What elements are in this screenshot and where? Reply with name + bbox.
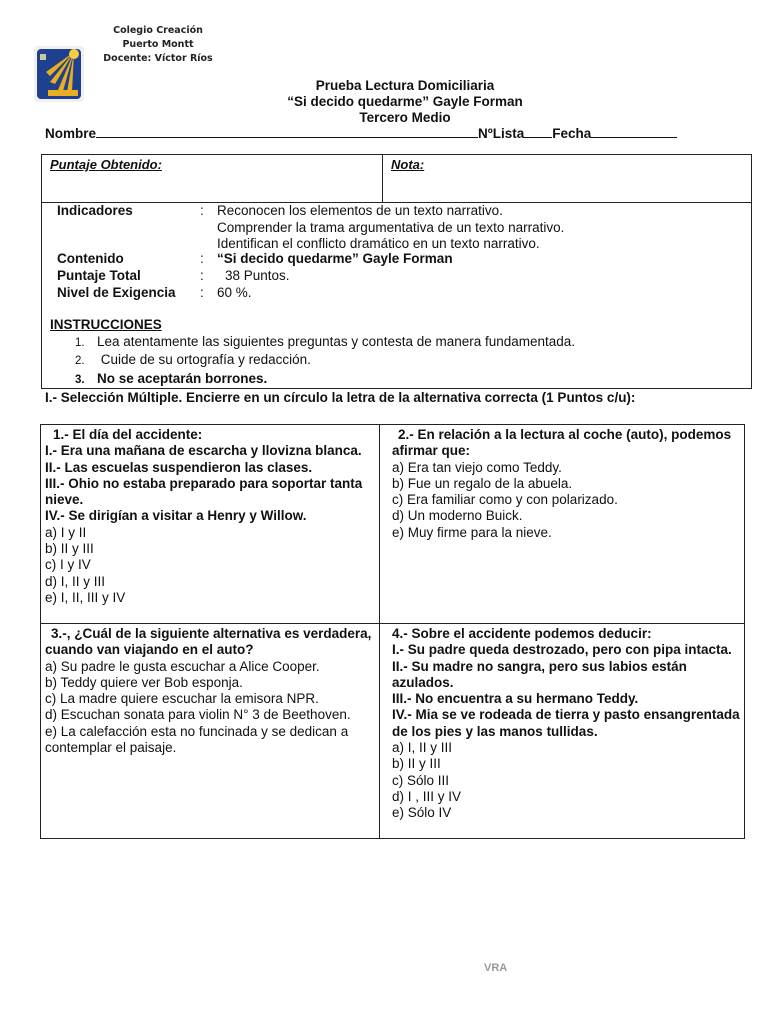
- nota-field[interactable]: [383, 155, 751, 202]
- lista-label: NºLista: [478, 126, 525, 141]
- answer-option[interactable]: c) I y IV: [45, 557, 91, 573]
- nota-label: Nota:: [391, 157, 425, 172]
- answer-option[interactable]: e) Muy firme para la nieve.: [392, 524, 552, 540]
- puntaje-obtenido-field[interactable]: [42, 155, 383, 202]
- instruction-text: No se aceptarán borrones.: [97, 371, 268, 386]
- info-value: “Si decido quedarme” Gayle Forman: [217, 251, 453, 266]
- instruction-item: [75, 352, 311, 367]
- answer-option[interactable]: a) Su padre le gusta escuchar a Alice Cooper.: [45, 658, 320, 674]
- instruction-item: [75, 371, 267, 386]
- score-info-box: [41, 154, 752, 389]
- questions-table: [40, 424, 745, 839]
- info-label: Indicadores: [57, 203, 133, 218]
- question-statement: III.- No encuentra a su hermano Teddy.: [392, 691, 639, 707]
- question-3: [41, 624, 380, 838]
- answer-option[interactable]: b) Teddy quiere ver Bob esponja.: [45, 674, 243, 690]
- question-1: [41, 425, 380, 623]
- exam-grade-line: Tercero Medio: [359, 110, 451, 125]
- info-value: 60 %.: [217, 285, 252, 300]
- question-stem: 3.-, ¿Cuál de la siguiente alternativa es verdadera, cuando van viajando en el auto?: [45, 626, 372, 658]
- school-city: Puerto Montt: [122, 39, 194, 50]
- info-colon: :: [200, 268, 204, 283]
- school-crest-icon: [34, 46, 84, 102]
- answer-option[interactable]: e) Sólo IV: [392, 805, 452, 821]
- answer-option[interactable]: d) I , III y IV: [392, 788, 462, 804]
- answer-option[interactable]: a) I y II: [45, 524, 87, 540]
- fecha-field[interactable]: [591, 126, 677, 138]
- info-value: Identifican el conflicto dramático en un texto narrativo.: [217, 236, 540, 251]
- instruction-item: [75, 334, 575, 349]
- fecha-label: Fecha: [552, 126, 592, 141]
- answer-option[interactable]: b) Fue un regalo de la abuela.: [392, 475, 573, 491]
- question-2: [380, 425, 744, 623]
- info-colon: :: [200, 203, 204, 218]
- instruction-text: Lea atentamente las siguientes preguntas y contesta de manera fundamentada.: [97, 334, 576, 349]
- answer-option[interactable]: d) Escuchan sonata para violin N° 3 de Beethoven.: [45, 707, 351, 723]
- answer-option[interactable]: b) II y III: [45, 541, 94, 557]
- answer-option[interactable]: a) I, II y III: [392, 740, 453, 756]
- info-colon: :: [200, 285, 204, 300]
- section-title: I.- Selección Múltiple. Encierre en un círculo la letra de la alternativa correcta (1 Puntos c/u):: [45, 390, 636, 405]
- answer-option[interactable]: a) Era tan viejo como Teddy.: [392, 459, 562, 475]
- instruction-number: 2.: [75, 355, 85, 367]
- answer-option[interactable]: b) II y III: [392, 756, 441, 772]
- exam-book-line: “Si decido quedarme” Gayle Forman: [287, 94, 523, 109]
- info-label: Puntaje Total: [57, 268, 141, 283]
- student-info-line: [45, 126, 735, 141]
- nombre-label: Nombre: [45, 126, 97, 141]
- question-statement: IV.- Se dirigían a visitar a Henry y Willow.: [45, 508, 307, 524]
- teacher-name: Docente: Víctor Ríos: [103, 53, 213, 64]
- exam-title-line: Prueba Lectura Domiciliaria: [315, 78, 495, 93]
- answer-option[interactable]: e) I, II, III y IV: [45, 589, 126, 605]
- school-name: Colegio Creación: [113, 25, 203, 36]
- instructions-title: INSTRUCCIONES: [50, 317, 162, 332]
- questions-row: [41, 425, 744, 623]
- info-label: Contenido: [57, 251, 124, 266]
- questions-row: [41, 623, 744, 838]
- question-statement: IV.- Mia se ve rodeada de tierra y pasto ensangrentada de los pies y las manos tullidas.: [392, 707, 740, 739]
- info-value: Reconocen los elementos de un texto narrativo.: [217, 203, 503, 218]
- info-value: Comprender la trama argumentativa de un texto narrativo.: [217, 219, 565, 235]
- exam-title: [240, 78, 570, 126]
- nombre-field[interactable]: [96, 126, 478, 138]
- question-stem: 1.- El día del accidente:: [53, 427, 203, 442]
- question-statement: I.- Era una mañana de escarcha y llovizna blanca.: [45, 443, 362, 459]
- question-statement: II.- Las escuelas suspendieron las clases.: [45, 459, 313, 475]
- question-statement: III.- Ohio no estaba preparado para soportar tanta nieve.: [45, 475, 363, 508]
- answer-option[interactable]: e) La calefacción esta no funcinada y se dedican a contemplar el paisaje.: [45, 723, 349, 756]
- score-row: [42, 155, 751, 203]
- answer-option[interactable]: d) Un moderno Buick.: [392, 508, 523, 524]
- question-4: [380, 624, 744, 838]
- info-value: 38 Puntos.: [225, 268, 290, 283]
- instruction-number: 1.: [75, 337, 85, 349]
- answer-option[interactable]: c) Sólo III: [392, 772, 450, 788]
- puntaje-label: Puntaje Obtenido:: [50, 157, 162, 172]
- answer-option[interactable]: d) I, II y III: [45, 573, 106, 589]
- instruction-text: Cuide de su ortografía y redacción.: [97, 352, 311, 367]
- info-colon: :: [200, 251, 204, 266]
- instruction-number: 3.: [75, 374, 85, 386]
- info-label: Nivel de Exigencia: [57, 285, 176, 300]
- question-stem: 2.- En relación a la lectura al coche (auto), podemos afirmar que:: [392, 427, 732, 459]
- school-info: [98, 24, 218, 66]
- question-statement: II.- Su madre no sangra, pero sus labios están azulados.: [392, 658, 687, 690]
- question-statement: I.- Su padre queda destrozado, pero con pipa intacta.: [392, 642, 732, 658]
- answer-option[interactable]: c) Era familiar como y con polarizado.: [392, 492, 618, 508]
- lista-field[interactable]: [524, 126, 552, 138]
- answer-option[interactable]: c) La madre quiere escuchar la emisora NPR.: [45, 691, 319, 707]
- question-stem: 4.- Sobre el accidente podemos deducir:: [392, 626, 652, 641]
- footer-watermark: VRA: [484, 962, 508, 974]
